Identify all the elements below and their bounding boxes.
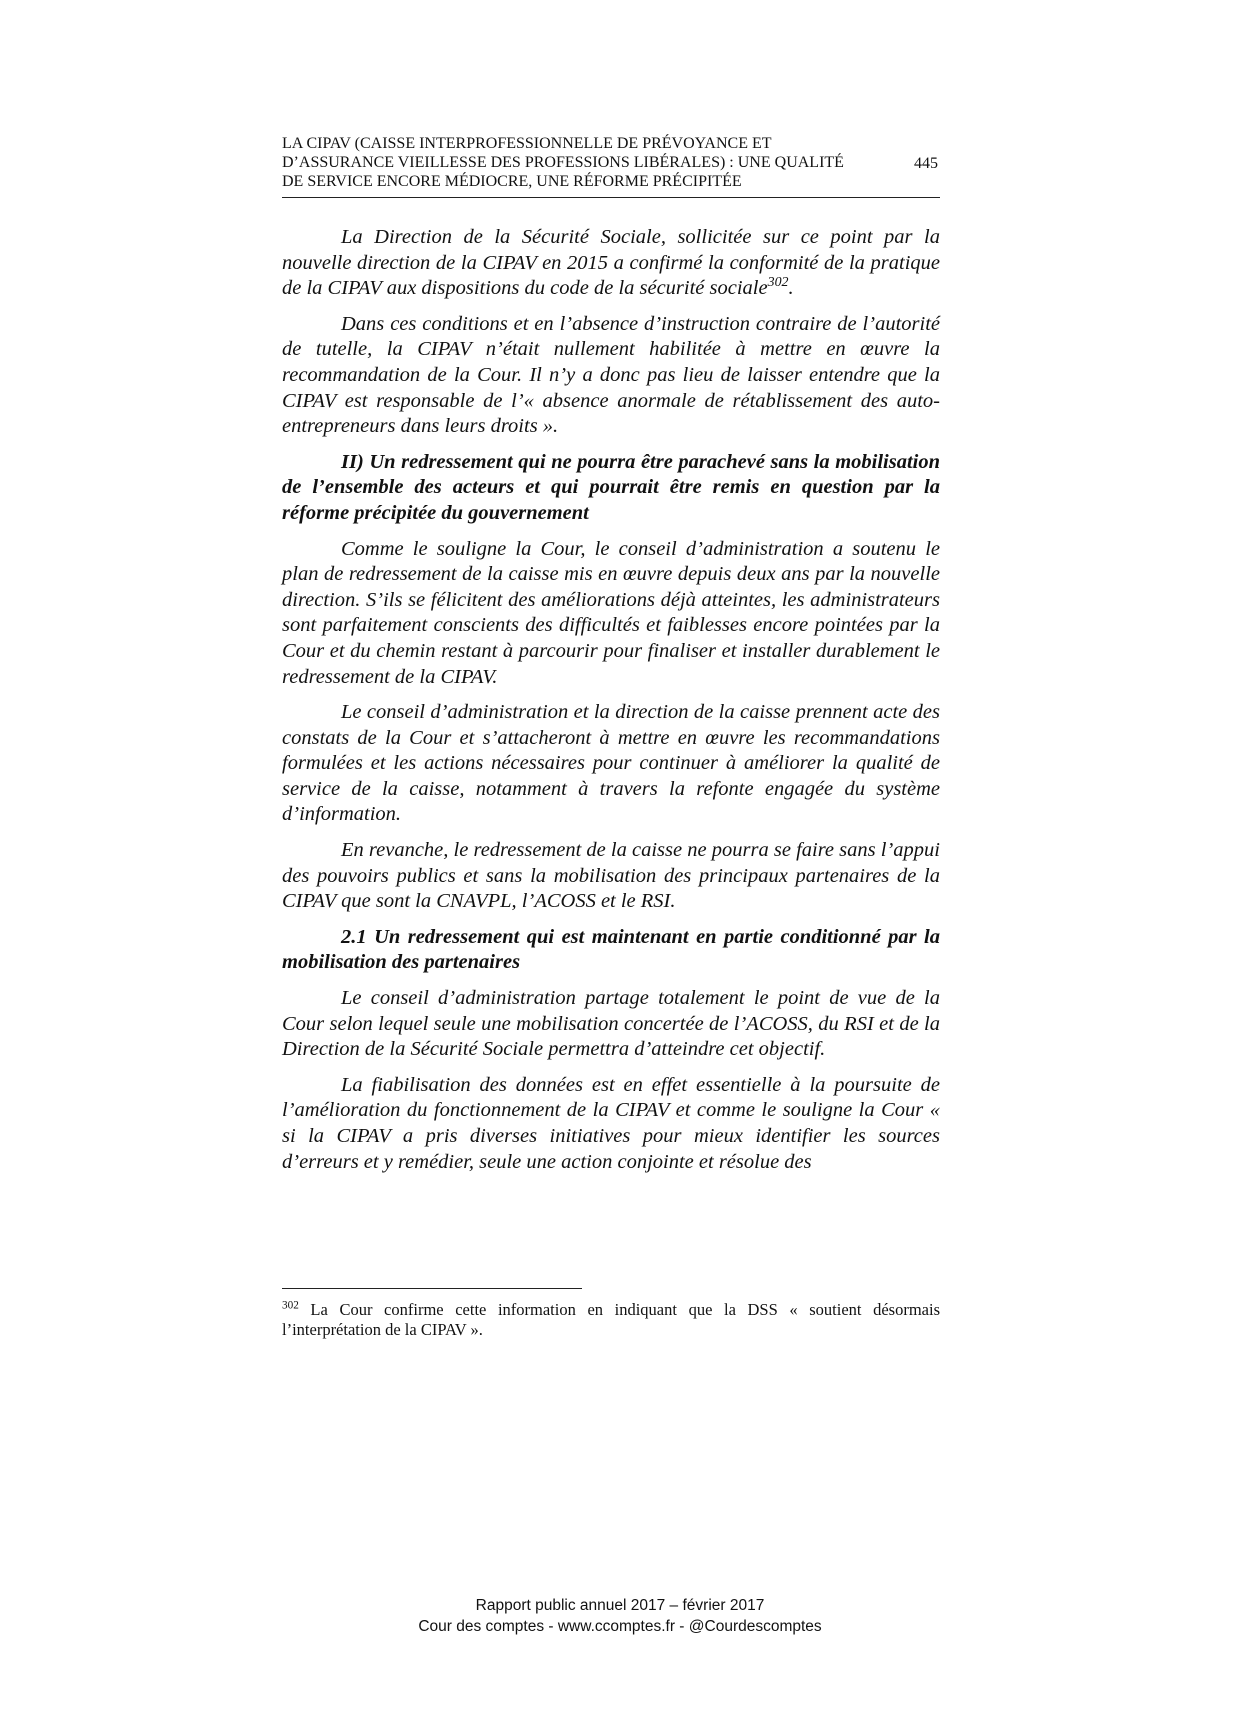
page-number: 445 [914, 155, 938, 172]
footnote-number: 302 [282, 1299, 299, 1312]
header-title [282, 134, 882, 191]
paragraph-end: . [788, 277, 794, 300]
footnote [282, 1300, 940, 1340]
main-text [282, 225, 940, 1185]
page-footer [0, 1595, 1240, 1637]
paragraph: Le conseil d’administration et la direction de la caisse prennent acte des constats de la Cour et s’attacheront à mettre en œuvre les recommandations formulées et les actions nécessaires pour continuer à améliorer la qualité de service de la caisse, notamment à travers la refonte engagée du système d’information. [282, 701, 940, 826]
subsection-heading: 2.1 Un redressement qui est maintenant en partie conditionné par la mobilisation des partenaires [282, 925, 940, 974]
paragraph: Dans ces conditions et en l’absence d’instruction contraire de l’autorité de tutelle, la CIPAV n’était nullement habilitée à mettre en œuvre la recommandation de la Cour. Il n’y a donc pas lieu de laisser entendre que la CIPAV est responsable de l’« absence anormale de rétablissement des auto-entrepreneurs dans leurs droits ». [282, 312, 940, 438]
header-line: DE SERVICE ENCORE MÉDIOCRE, UNE RÉFORME PRÉCIPITÉE [282, 173, 742, 190]
section-heading: II) Un redressement qui ne pourra être parachevé sans la mobilisation de l’ensemble des acteurs et qui pourrait être remis en question par la réforme précipitée du gouvernement [282, 450, 940, 524]
paragraph: Le conseil d’administration partage totalement le point de vue de la Cour selon lequel seule une mobilisation concertée de l’ACOSS, du RSI et de la Direction de la Sécurité Sociale permettra d’atteindre cet objectif. [282, 987, 940, 1061]
paragraph: Comme le souligne la Cour, le conseil d’administration a soutenu le plan de redressement de la caisse mis en œuvre depuis deux ans par la nouvelle direction. S’ils se félicitent des améliorations déjà atteintes, les administrateurs sont parfaitement conscients des difficultés et faiblesses encore pointées par la Cour et du chemin restant à parcourir pour finaliser et installer durablement le redressement de la CIPAV. [282, 537, 940, 688]
running-header [282, 134, 940, 198]
paragraph: En revanche, le redressement de la caisse ne pourra se faire sans l’appui des pouvoirs publics et sans la mobilisation des principaux partenaires de la CIPAV que sont la CNAVPL, l’ACOSS et le RSI. [282, 839, 940, 913]
footnote-text: La Cour confirme cette information en indiquant que la DSS « soutient désormais l’interprétation de la CIPAV ». [282, 1300, 940, 1339]
footer-report-title: Rapport public annuel 2017 – février 2017 [475, 1597, 765, 1614]
header-line: LA CIPAV (CAISSE INTERPROFESSIONNELLE DE PRÉVOYANCE ET [282, 135, 772, 152]
footer-publisher-link[interactable]: Cour des comptes - www.ccomptes.fr - @Courdescomptes [418, 1618, 822, 1635]
paragraph: La fiabilisation des données est en effet essentielle à la poursuite de l’amélioration du fonctionnement de la CIPAV et comme le souligne la Cour « si la CIPAV a pris diverses initiatives pour mieux identifier les sources d’erreurs et y remédier, seule une action conjointe et résolue des [282, 1073, 940, 1173]
paragraph-text: La Direction de la Sécurité Sociale, sollicitée sur ce point par la nouvelle direction de la CIPAV en 2015 a confirmé la conformité de la pratique de la CIPAV aux dispositions du code de la sécurité sociale [282, 226, 940, 300]
footnote-reference: 302 [767, 275, 789, 291]
header-line: D’ASSURANCE VIEILLESSE DES PROFESSIONS LIBÉRALES) : UNE QUALITÉ [282, 154, 844, 171]
paragraph [282, 225, 940, 302]
footnote-separator [282, 1288, 582, 1289]
